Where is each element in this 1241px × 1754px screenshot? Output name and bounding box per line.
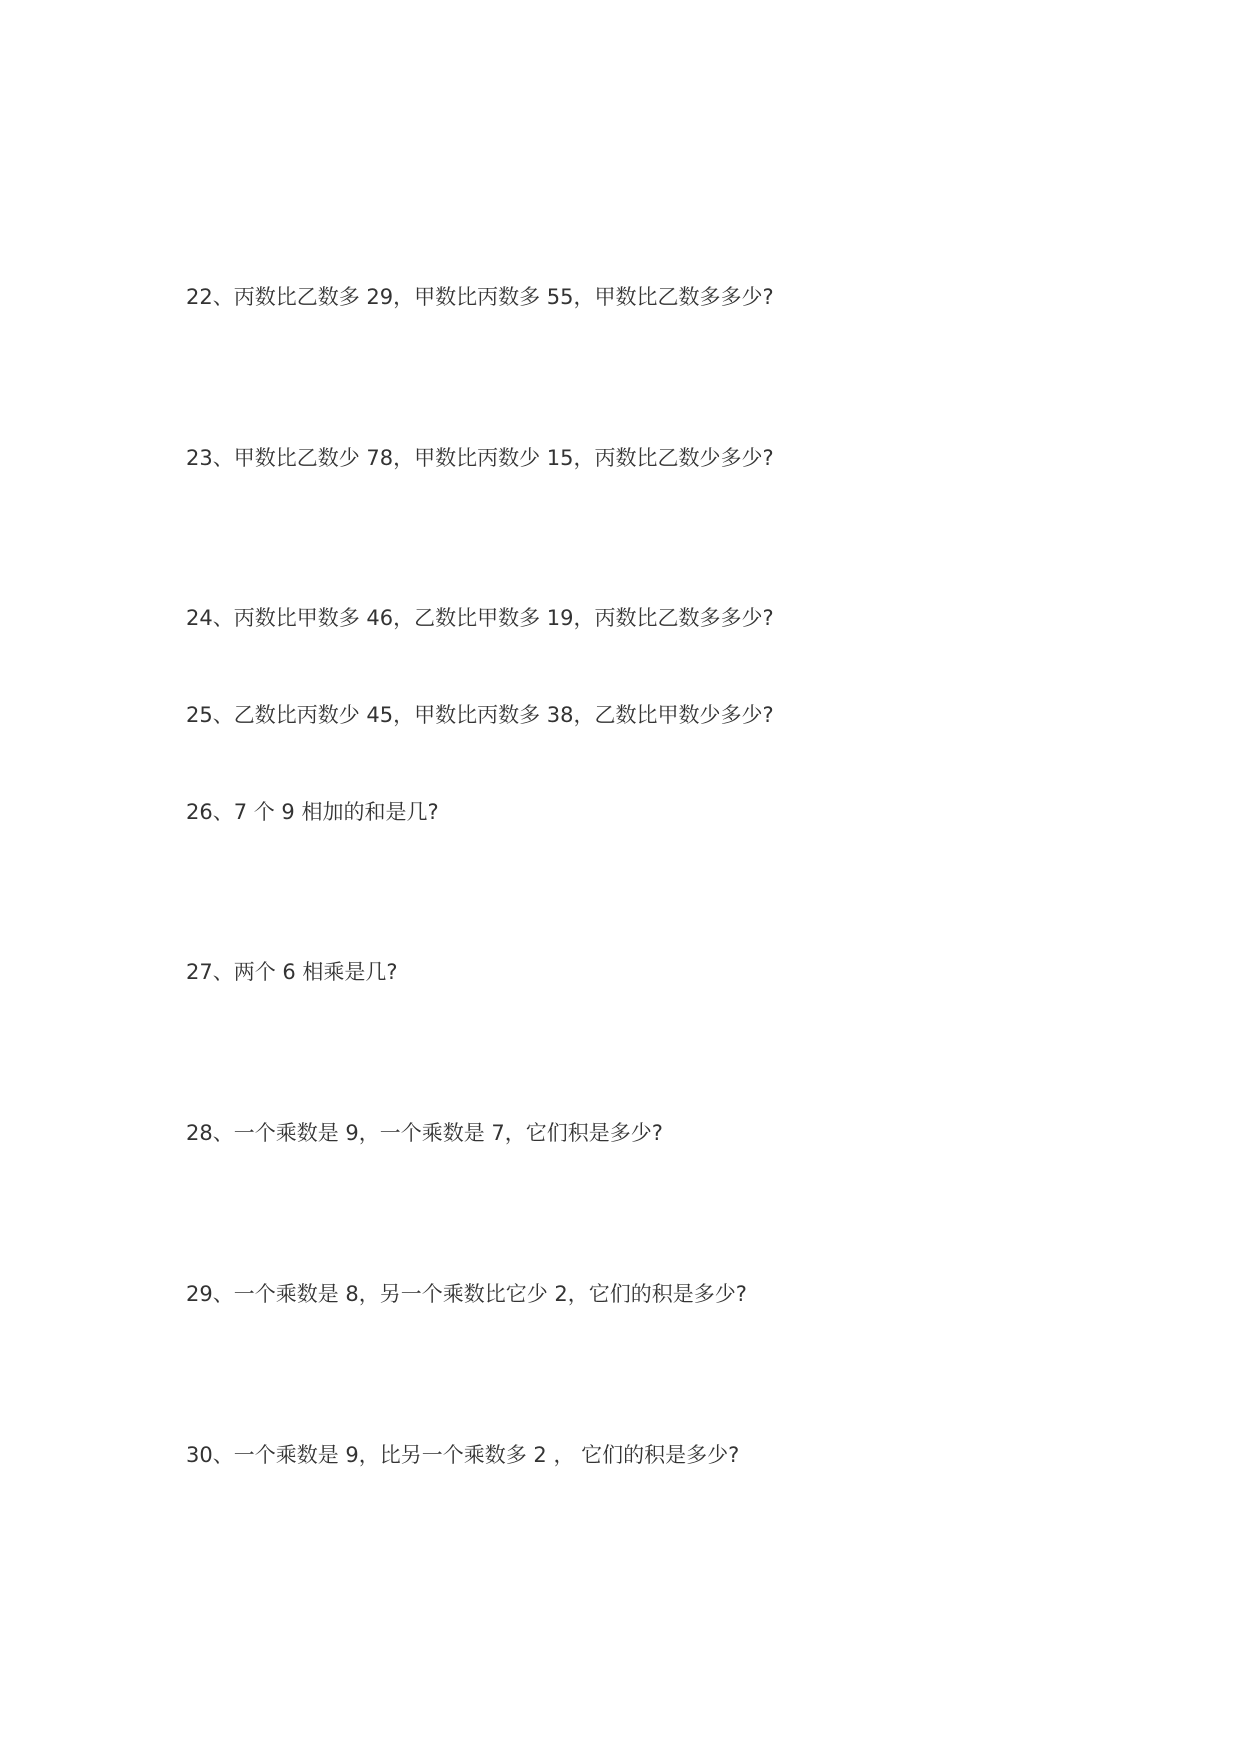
question-24: 24、丙数比甲数多 46，乙数比甲数多 19，丙数比乙数多多少? (186, 606, 774, 630)
question-25: 25、乙数比丙数少 45，甲数比丙数多 38，乙数比甲数少多少? (186, 703, 774, 727)
question-28: 28、一个乘数是 9，一个乘数是 7，它们积是多少? (186, 1121, 663, 1145)
question-29: 29、一个乘数是 8，另一个乘数比它少 2，它们的积是多少? (186, 1282, 747, 1306)
question-23: 23、甲数比乙数少 78，甲数比丙数少 15，丙数比乙数少多少? (186, 446, 774, 470)
question-22: 22、丙数比乙数多 29，甲数比丙数多 55，甲数比乙数多多少? (186, 285, 774, 309)
question-27: 27、两个 6 相乘是几? (186, 960, 398, 984)
question-26: 26、7 个 9 相加的和是几? (186, 800, 439, 824)
question-30: 30、一个乘数是 9，比另一个乘数多 2 ， 它们的积是多少? (186, 1443, 740, 1467)
